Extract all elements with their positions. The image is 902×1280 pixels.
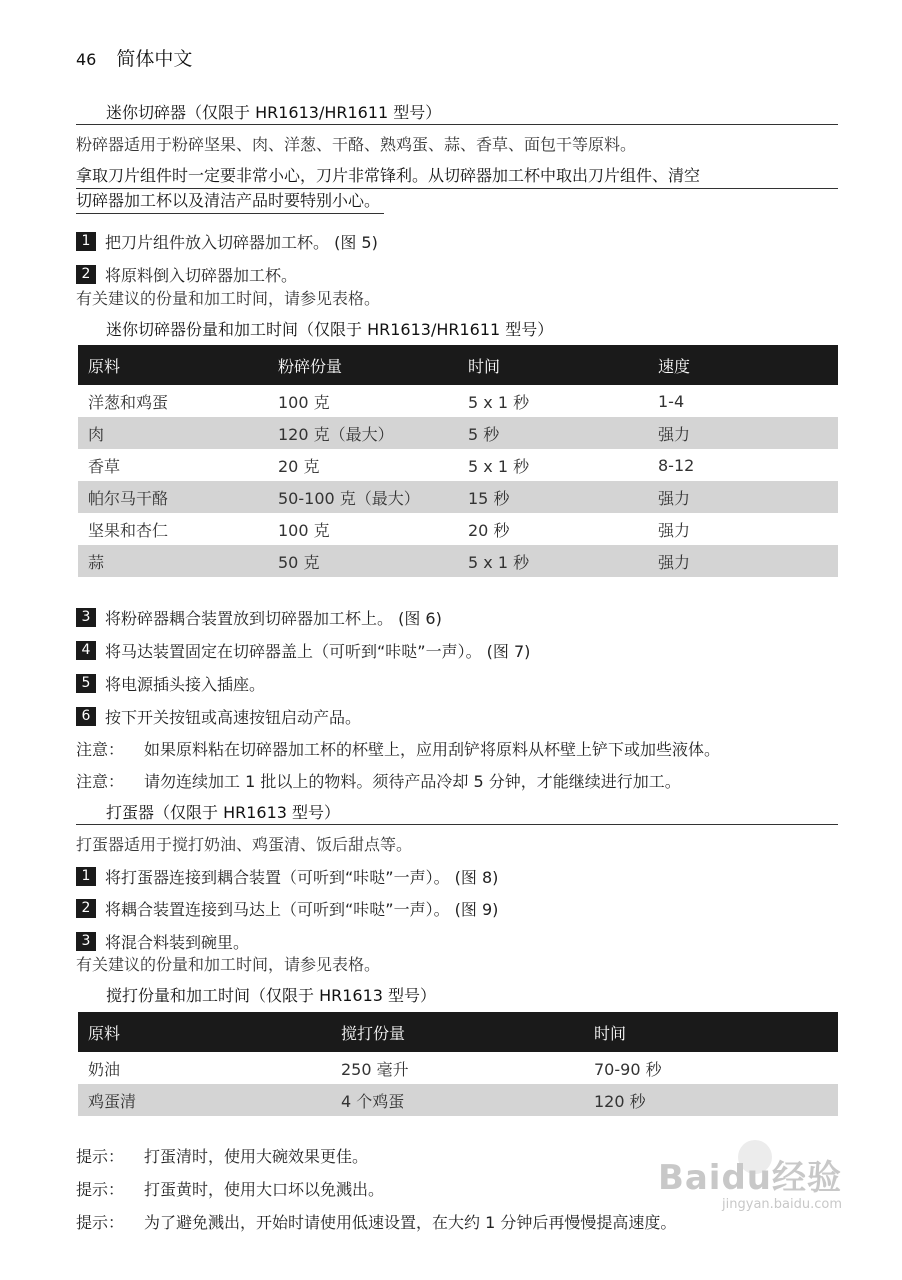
note-text: 如果原料粘在切碎器加工杯的杯壁上，应用刮铲将原料从杯壁上铲下或加些液体。 xyxy=(144,740,721,759)
table-row xyxy=(78,1084,838,1116)
table-header-cell: 原料 xyxy=(78,1012,331,1052)
table-cell: 100 克 xyxy=(278,392,330,412)
table-cell: 香草 xyxy=(88,456,121,476)
step-text: 将马达装置固定在切碎器盖上（可听到“咔哒”一声）。 (图 7) xyxy=(105,642,531,661)
section-intro: 粉碎器适用于粉碎坚果、肉、洋葱、干酪、熟鸡蛋、蒜、香草、面包干等原料。 xyxy=(76,135,637,154)
table-cell: 5 x 1 秒 xyxy=(468,456,530,476)
tip-label: 提示： xyxy=(76,1180,125,1199)
step-item xyxy=(76,672,265,695)
tip-text: 为了避免溅出，开始时请使用低速设置，在大约 1 分钟后再慢慢提高速度。 xyxy=(144,1213,677,1232)
step-item xyxy=(76,230,378,253)
table-row xyxy=(78,545,838,577)
table-cell: 8-12 xyxy=(658,455,695,475)
table-row xyxy=(78,513,838,545)
table-cell: 250 毫升 xyxy=(341,1059,409,1079)
step-text: 将耦合装置连接到马达上（可听到“咔哒”一声）。 (图 9) xyxy=(105,900,499,919)
note-label: 注意： xyxy=(76,740,125,759)
table-cell: 蒜 xyxy=(78,545,268,577)
step-number-badge: 3 xyxy=(76,932,96,951)
table-header-cell: 速度 xyxy=(648,345,838,385)
step-number-badge: 2 xyxy=(76,265,96,284)
table-cell: 1-4 xyxy=(658,391,685,411)
language-label: 简体中文 xyxy=(116,48,193,70)
note-label: 注意： xyxy=(76,772,125,791)
table-cell: 肉 xyxy=(78,417,268,449)
table-cell: 120 克（最大） xyxy=(268,417,458,449)
step-number-badge: 1 xyxy=(76,232,96,251)
warning-text xyxy=(76,164,838,214)
table-row xyxy=(78,417,838,449)
step-text: 将粉碎器耦合装置放到切碎器加工杯上。 (图 6) xyxy=(105,609,442,628)
table-cell: 4 个鸡蛋 xyxy=(331,1084,584,1116)
tip xyxy=(76,1177,384,1200)
table-cell: 50 克 xyxy=(268,545,458,577)
tip xyxy=(76,1210,676,1233)
note xyxy=(76,737,720,760)
table-cell: 120 秒 xyxy=(584,1084,838,1116)
section-title-mini-chopper: 迷你切碎器（仅限于 HR1613/HR1611 型号） xyxy=(106,103,442,122)
table-cell: 20 克 xyxy=(278,456,320,476)
table-cell: 100 克 xyxy=(278,520,330,540)
step-item xyxy=(76,865,498,888)
table-header-cell: 时间 xyxy=(584,1012,838,1052)
table-header-row xyxy=(78,345,838,385)
table-cell: 强力 xyxy=(648,481,838,513)
tip-text: 打蛋清时，使用大碗效果更佳。 xyxy=(144,1147,369,1166)
watermark-brand: Baidu经验 xyxy=(657,1158,842,1198)
page-header xyxy=(76,44,192,71)
section-intro: 打蛋器适用于搅打奶油、鸡蛋清、饭后甜点等。 xyxy=(76,835,413,854)
step-number-badge: 4 xyxy=(76,641,96,660)
table-row xyxy=(78,385,838,417)
note xyxy=(76,769,681,792)
step-item xyxy=(76,897,498,920)
table-header-cell: 搅打份量 xyxy=(331,1012,584,1052)
tip-label: 提示： xyxy=(76,1147,125,1166)
table-cell: 20 秒 xyxy=(468,520,510,540)
section-divider xyxy=(76,124,838,125)
table-cell: 5 x 1 秒 xyxy=(458,545,648,577)
page-number: 46 xyxy=(76,50,97,69)
table-cell: 70-90 秒 xyxy=(594,1059,662,1079)
table-row xyxy=(78,481,838,513)
advice-text: 有关建议的份量和加工时间，请参见表格。 xyxy=(76,955,381,974)
step-text: 把刀片组件放入切碎器加工杯。 (图 5) xyxy=(105,233,378,252)
tip-label: 提示： xyxy=(76,1213,125,1232)
step-text: 将原料倒入切碎器加工杯。 xyxy=(105,266,298,285)
table-cell: 帕尔马干酪 xyxy=(78,481,268,513)
chopper-quantity-table xyxy=(78,345,838,577)
table-title: 搅打份量和加工时间（仅限于 HR1613 型号） xyxy=(106,986,437,1005)
step-number-badge: 5 xyxy=(76,674,96,693)
table-cell: 50-100 克（最大） xyxy=(268,481,458,513)
table-header-row xyxy=(78,1012,838,1052)
section-divider xyxy=(76,824,838,825)
section-title-whisk: 打蛋器（仅限于 HR1613 型号） xyxy=(106,803,341,822)
table-cell: 强力 xyxy=(658,520,691,540)
table-cell: 鸡蛋清 xyxy=(78,1084,331,1116)
table-cell: 5 x 1 秒 xyxy=(468,392,530,412)
step-item xyxy=(76,606,442,629)
step-number-badge: 1 xyxy=(76,867,96,886)
step-item xyxy=(76,930,249,953)
step-text: 将混合料装到碗里。 xyxy=(105,933,250,952)
warning-line: 切碎器加工杯以及清洁产品时要特别小心。 xyxy=(76,189,384,214)
warning-line: 拿取刀片组件时一定要非常小心，刀片非常锋利。从切碎器加工杯中取出刀片组件、清空 xyxy=(76,164,838,189)
table-row xyxy=(78,449,838,481)
table-cell: 洋葱和鸡蛋 xyxy=(88,392,169,412)
step-text: 将打蛋器连接到耦合装置（可听到“咔哒”一声）。 (图 8) xyxy=(105,868,499,887)
step-item xyxy=(76,705,361,728)
step-text: 将电源插头接入插座。 xyxy=(105,675,266,694)
table-cell: 强力 xyxy=(648,417,838,449)
table-title: 迷你切碎器份量和加工时间（仅限于 HR1613/HR1611 型号） xyxy=(106,320,554,339)
table-header-cell: 原料 xyxy=(78,345,268,385)
table-cell: 强力 xyxy=(648,545,838,577)
table-row xyxy=(78,1052,838,1084)
advice-text: 有关建议的份量和加工时间，请参见表格。 xyxy=(76,289,381,308)
table-cell: 坚果和杏仁 xyxy=(88,520,169,540)
watermark-url: jingyan.baidu.com xyxy=(722,1197,842,1212)
tip xyxy=(76,1144,368,1167)
table-header-cell: 粉碎份量 xyxy=(268,345,458,385)
step-number-badge: 3 xyxy=(76,608,96,627)
step-number-badge: 2 xyxy=(76,899,96,918)
step-text: 按下开关按钮或高速按钮启动产品。 xyxy=(105,708,362,727)
table-cell: 15 秒 xyxy=(458,481,648,513)
step-item xyxy=(76,639,530,662)
note-text: 请勿连续加工 1 批以上的物料。须待产品冷却 5 分钟，才能继续进行加工。 xyxy=(144,772,681,791)
tip-text: 打蛋黄时，使用大口坏以免溅出。 xyxy=(144,1180,385,1199)
step-number-badge: 6 xyxy=(76,707,96,726)
step-item xyxy=(76,263,297,286)
table-cell: 奶油 xyxy=(88,1059,121,1079)
table-header-cell: 时间 xyxy=(458,345,648,385)
whisk-quantity-table xyxy=(78,1012,838,1116)
table-cell: 5 秒 xyxy=(458,417,648,449)
